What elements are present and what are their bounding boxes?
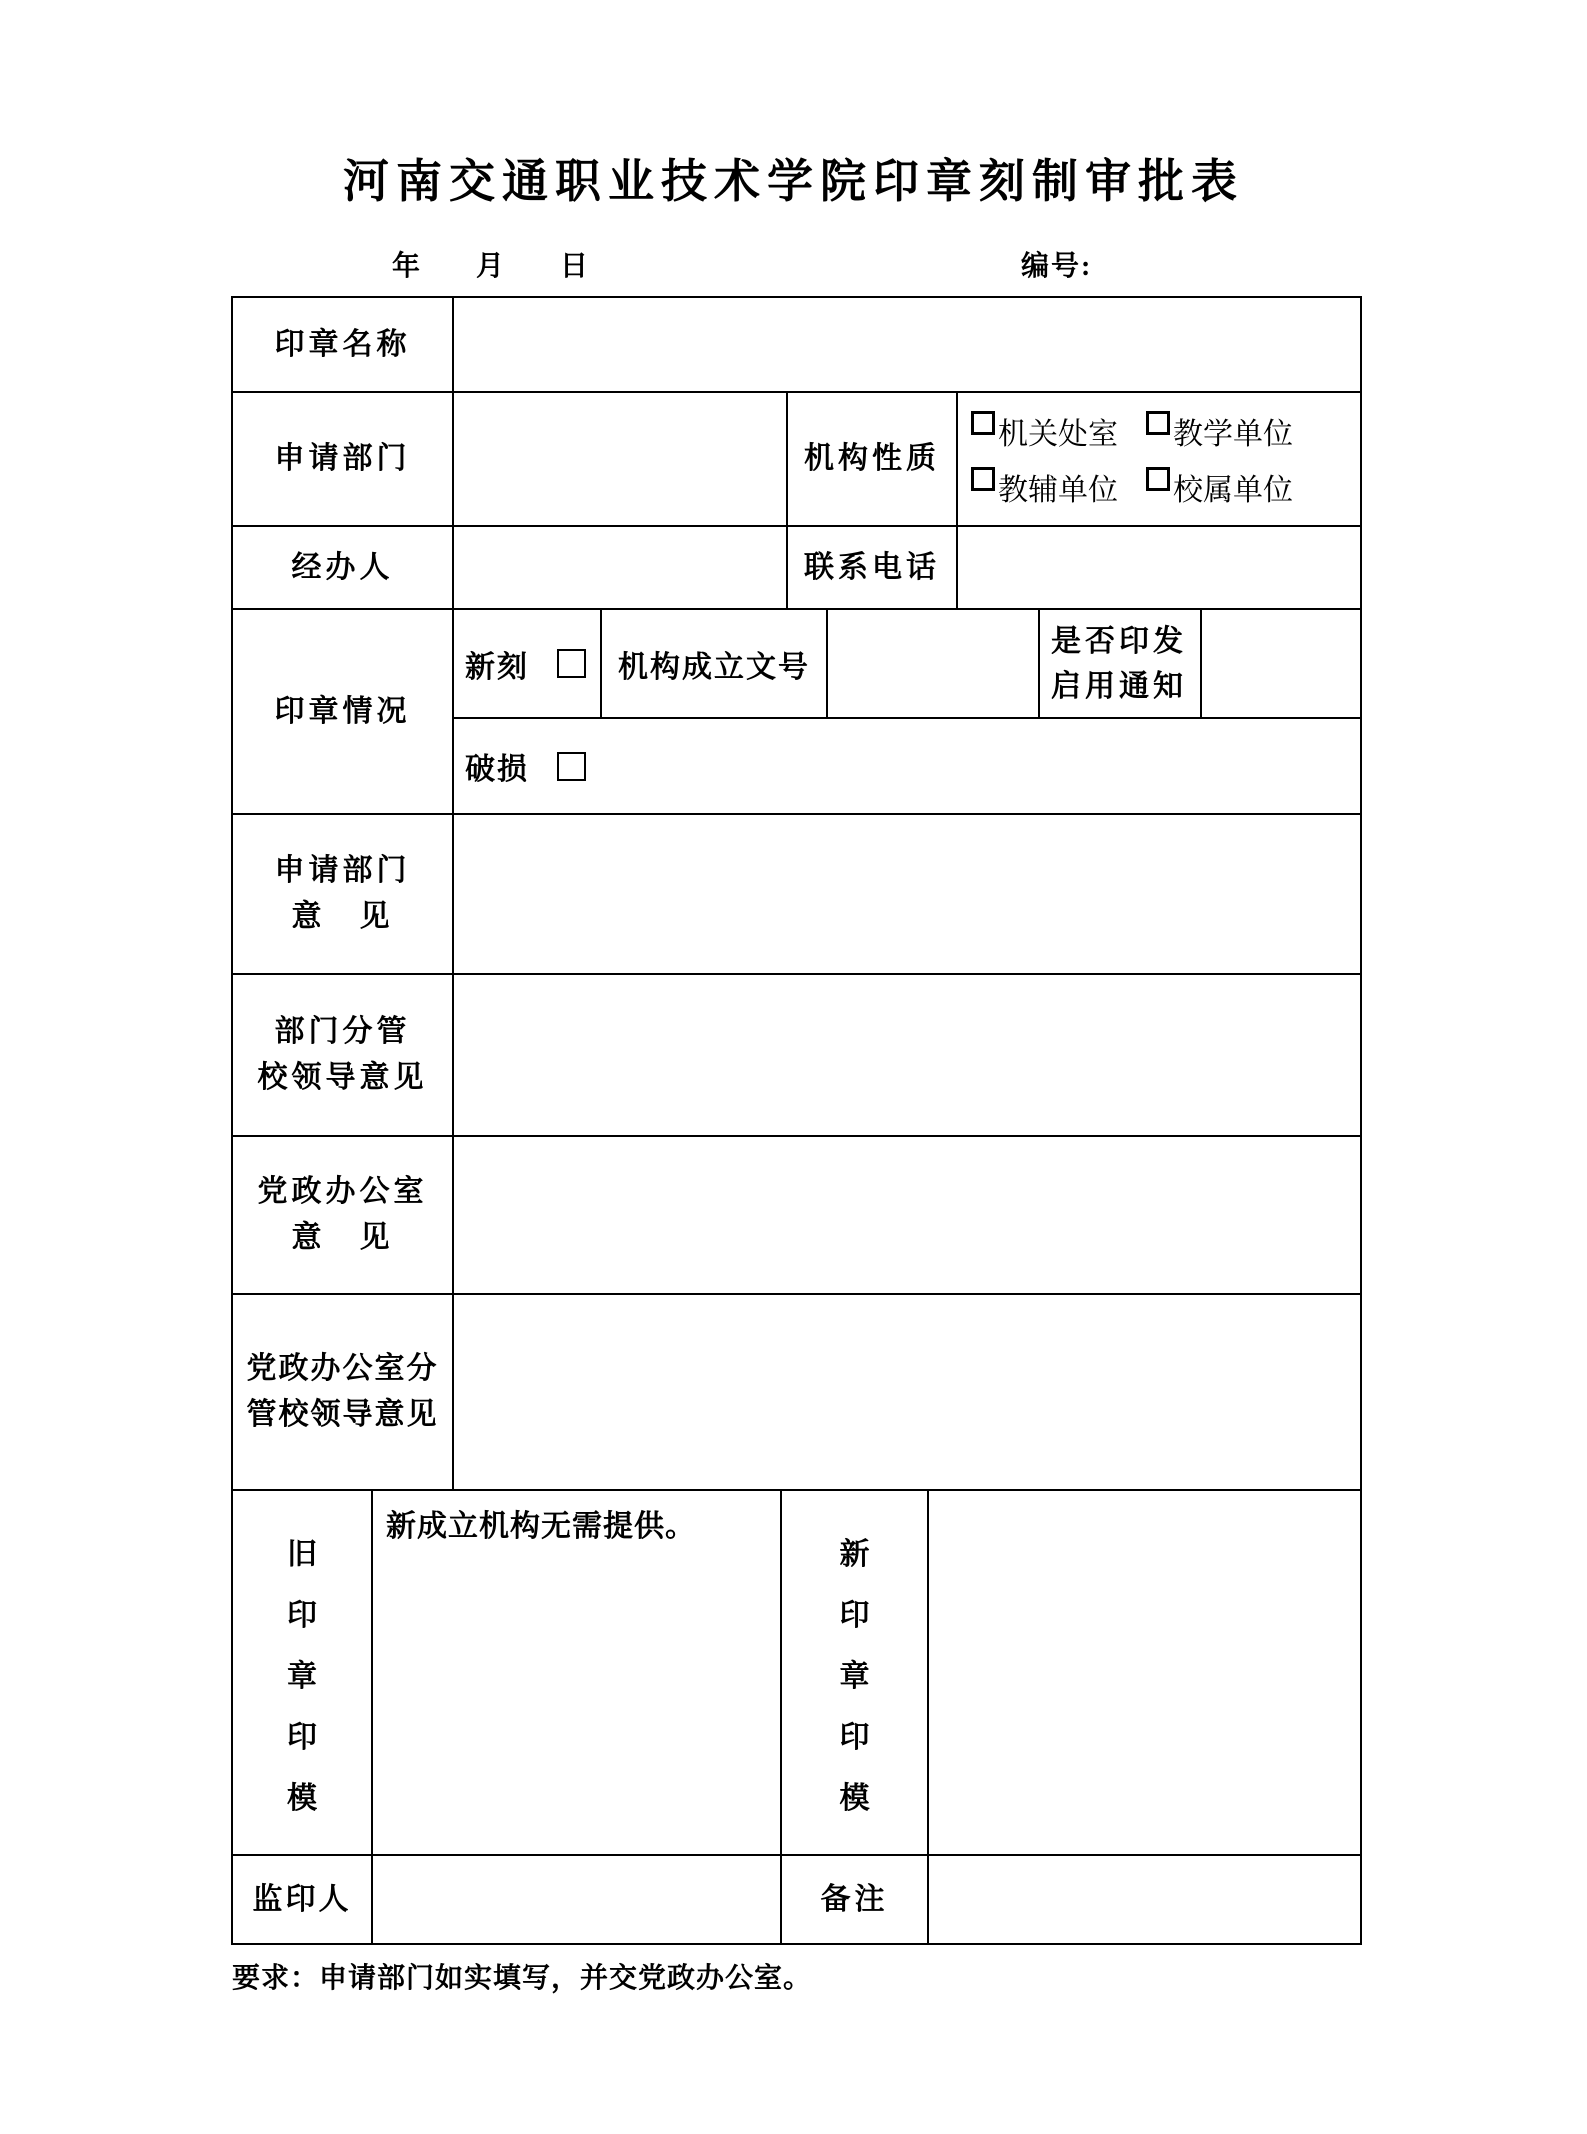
row-handler [233,527,1360,610]
damaged-checkbox[interactable] [557,752,586,781]
new-seal-impression-label: 新 印 章 印 模 [782,1491,929,1854]
office-opinion-input-cell[interactable] [454,1137,1360,1293]
damaged-option [454,719,1360,813]
row-supervisor-remark [233,1856,1360,1943]
issue-notice-label: 是否印发 启用通知 [1040,610,1202,717]
approval-form-table [231,296,1362,1945]
serial-number-label: 编号: [1021,251,1093,282]
seal-status-new-subrow [454,610,1360,719]
new-seal-impression-area[interactable] [929,1491,1360,1854]
org-nature-label: 机构性质 [788,393,958,525]
handler-input-cell[interactable] [454,527,788,608]
date-month-label: 月 [476,251,505,282]
new-carve-option [454,610,602,717]
apply-opinion-input-cell[interactable] [454,815,1360,973]
row-office-leader-opinion [233,1295,1360,1491]
office-leader-opinion-input-cell[interactable] [454,1295,1360,1489]
org-option-teaching-label: 教学单位 [1173,418,1293,451]
old-seal-impression-label: 旧 印 章 印 模 [233,1491,373,1854]
supervisor-input-cell[interactable] [373,1856,782,1943]
supervisor-label: 监印人 [233,1856,373,1943]
new-carve-label: 新刻 [465,650,529,684]
org-option-auxiliary-checkbox[interactable] [971,467,995,491]
row-seal-impressions [233,1491,1360,1856]
damaged-label: 破损 [465,753,529,786]
dept-leader-opinion-label: 部门分管 校领导意见 [233,975,454,1135]
date-line [392,250,588,284]
org-option-auxiliary-label: 教辅单位 [998,474,1118,507]
apply-dept-input-cell[interactable] [454,393,788,525]
seal-name-label: 印章名称 [233,298,454,391]
remark-input-cell[interactable] [929,1856,1360,1943]
office-opinion-label: 党政办公室 意 见 [233,1137,454,1293]
remark-label: 备注 [782,1856,929,1943]
old-seal-note: 新成立机构无需提供。 [386,1510,696,1543]
org-nature-options [958,393,1360,525]
seal-status-label: 印章情况 [233,610,454,813]
handler-label: 经办人 [233,527,454,608]
apply-dept-label: 申请部门 [233,393,454,525]
page-title: 河南交通职业技术学院印章刻制审批表 [343,156,1244,207]
org-option-affiliated-checkbox[interactable] [1146,467,1170,491]
old-seal-impression-area[interactable] [373,1491,782,1854]
phone-input-cell[interactable] [958,527,1360,608]
phone-label: 联系电话 [788,527,958,608]
org-option-teaching-checkbox[interactable] [1146,411,1170,435]
dept-leader-opinion-input-cell[interactable] [454,975,1360,1135]
office-leader-opinion-label: 党政办公室分 管校领导意见 [233,1295,454,1489]
issue-notice-input-cell[interactable] [1202,610,1360,717]
row-dept-leader-opinion [233,975,1360,1137]
org-option-office-checkbox[interactable] [971,411,995,435]
org-option-affiliated-label: 校属单位 [1173,474,1293,507]
row-apply-dept [233,393,1360,527]
row-seal-name [233,298,1360,393]
org-doc-input-cell[interactable] [828,610,1040,717]
org-doc-label: 机构成立文号 [602,610,828,717]
seal-name-input-cell[interactable] [454,298,1360,391]
date-day-label: 日 [560,251,589,282]
row-seal-status [233,610,1360,815]
footer-requirement-note: 要求：申请部门如实填写，并交党政办公室。 [232,1963,813,1994]
row-apply-opinion [233,815,1360,975]
date-year-label: 年 [392,251,421,282]
row-office-opinion [233,1137,1360,1295]
org-option-office-label: 机关处室 [998,418,1118,451]
new-carve-checkbox[interactable] [557,649,586,678]
apply-opinion-label: 申请部门 意 见 [233,815,454,973]
